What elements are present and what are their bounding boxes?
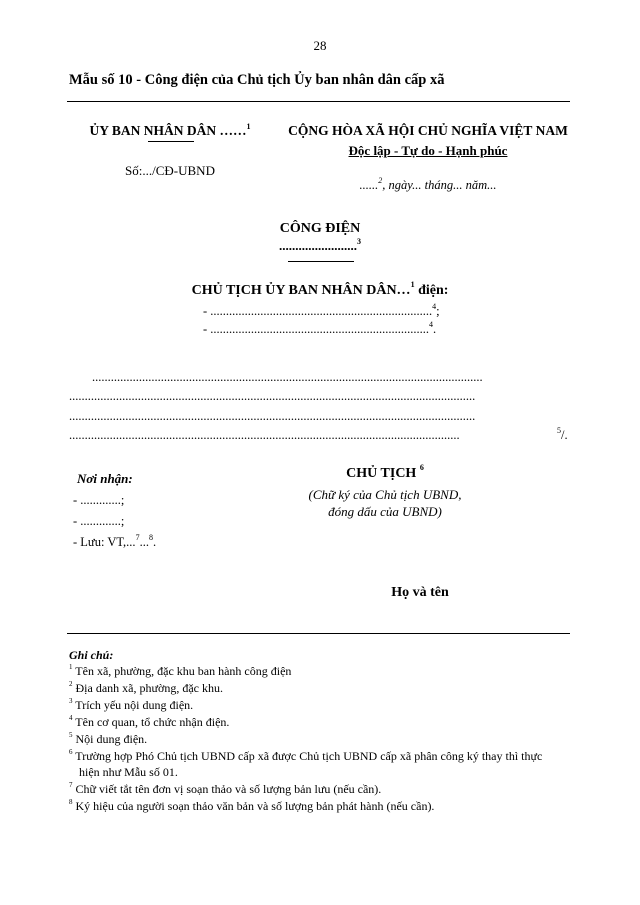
signer-name: Họ và tên <box>391 585 449 600</box>
signer-title: CHỦ TỊCH $^6$ <box>346 463 424 481</box>
note-6-continued: hiện như Mẫu số 01. <box>79 765 178 779</box>
document-number: Số:.../CĐ-UBND <box>125 163 215 178</box>
body-line-4: ............................................................................................................................. $^5$/. <box>69 425 568 442</box>
recipients-item-2: - .............; <box>73 514 125 528</box>
recipients-item-1: - .............; <box>73 493 125 507</box>
agency-name: ỦY BAN NHÂN DÂN ……$^1$ <box>89 121 251 138</box>
document-type: CÔNG ĐIỆN <box>279 221 361 236</box>
national-motto: Độc lập - Tự do - Hạnh phúc <box>348 143 508 158</box>
agency-underline <box>148 141 194 142</box>
note-3: $^3$ Trích yếu nội dung điện. <box>69 697 194 712</box>
signature-note-2: đóng dấu của UBND) <box>328 504 442 519</box>
recipients-label: Nơi nhận: <box>77 471 133 486</box>
country-name: CỘNG HÒA XÃ HỘI CHỦ NGHĨA VIỆT NAM <box>288 123 568 138</box>
note-8: $^8$ Ký hiệu của người soạn thảo văn bản và số lượng bản phát hành (nếu cần). <box>69 798 435 813</box>
notes-heading: Ghi chú: <box>69 648 114 662</box>
body-line-3: .................................................................................................................................. <box>69 409 476 423</box>
note-2: $^2$ Địa danh xã, phường, đặc khu. <box>69 680 223 695</box>
title-rule <box>67 101 570 102</box>
note-7: $^7$ Chữ viết tắt tên đơn vị soạn thảo và số lượng bản lưu (nếu cần). <box>69 781 382 796</box>
recipient-line-1: - .......................................................................$^4$; <box>203 301 440 318</box>
signature-note-1: (Chữ ký của Chủ tịch UBND, <box>308 487 462 502</box>
note-6: $^6$ Trường hợp Phó Chủ tịch UBND cấp xã được Chủ tịch UBND cấp xã phân công ký thay thì thực <box>69 748 543 763</box>
notes-rule <box>67 633 570 634</box>
recipient-line-2: - ......................................................................$^4$. <box>203 319 437 336</box>
form-title: Mẫu số 10 - Công điện của Chủ tịch Ủy ban nhân dân cấp xã <box>69 72 445 88</box>
archive-line: - Lưu: VT,...$^7$...$^8$. <box>73 532 157 549</box>
note-1: $^1$ Tên xã, phường, đặc khu ban hành công điện <box>69 663 292 678</box>
document-summary: ........................$^3$ <box>279 236 361 253</box>
place-and-date: ......$^2$, ngày... tháng... năm... <box>359 175 497 192</box>
summary-underline <box>288 261 354 262</box>
note-5: $^5$ Nội dung điện. <box>69 731 148 746</box>
body-line-2: .................................................................................................................................. <box>69 389 476 403</box>
body-line-1: ............................................................................................................................. <box>92 370 483 384</box>
sender-heading: CHỦ TỊCH ỦY BAN NHÂN DÂN…$^1$ điện: <box>191 280 449 298</box>
note-4: $^4$ Tên cơ quan, tổ chức nhận điện. <box>69 714 230 729</box>
page-number: 28 <box>313 38 327 53</box>
